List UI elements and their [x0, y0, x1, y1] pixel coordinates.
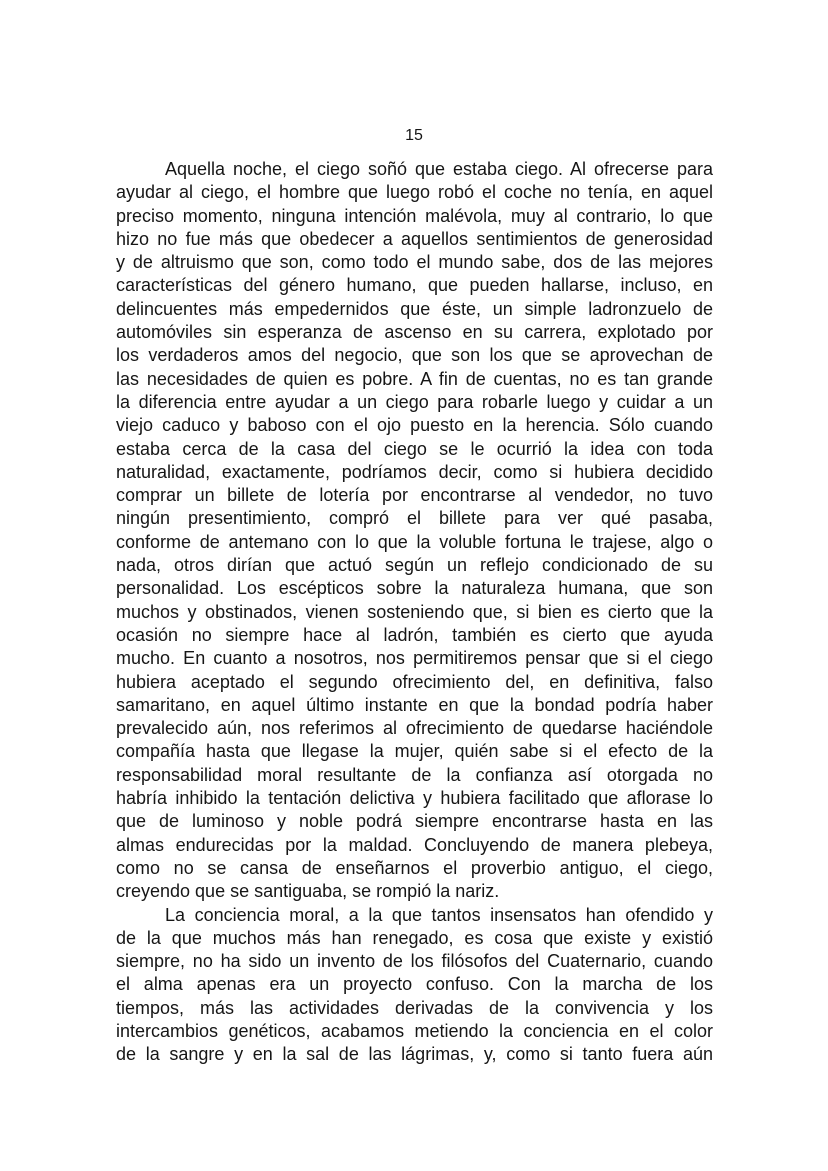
text-line: La conciencia moral, a la que tantos insensatos han ofendido y	[165, 904, 713, 925]
text-line: de la que muchos más han renegado, es cosa que existe y existió	[116, 927, 713, 948]
text-line: samaritano, en aquel último instante en que la bondad podría haber	[116, 694, 713, 715]
text-line: la diferencia entre ayudar a un ciego para robarle luego y cuidar a un	[116, 391, 713, 412]
text-line: el alma apenas era un proyecto confuso. Con la marcha de los	[116, 974, 713, 995]
text-line: tiempos, más las actividades derivadas de la convivencia y los	[116, 997, 713, 1018]
text-line: comprar un billete de lotería por encontrarse al vendedor, no tuvo	[116, 485, 713, 506]
text-line: almas endurecidas por la maldad. Concluyendo de manera plebeya,	[116, 834, 713, 855]
text-line: conforme de antemano con lo que la voluble fortuna le trajese, algo o	[116, 531, 713, 552]
text-line: los verdaderos amos del negocio, que son los que se aprovechan de	[116, 345, 713, 366]
text-line: automóviles sin esperanza de ascenso en su carrera, explotado por	[116, 322, 713, 343]
text-line: ningún presentimiento, compró el billete para ver qué pasaba,	[116, 508, 713, 529]
text-line: nada, otros dirían que actuó según un reflejo condicionado de su	[116, 555, 713, 576]
body-text	[116, 158, 713, 1067]
text-line: hubiera aceptado el segundo ofrecimiento del, en definitiva, falso	[116, 671, 713, 692]
paragraph	[116, 904, 713, 1067]
text-line: naturalidad, exactamente, podríamos decir, como si hubiera decidido	[116, 461, 713, 482]
text-line: estaba cerca de la casa del ciego se le ocurrió la idea con toda	[116, 438, 713, 459]
text-line: de la sangre y en la sal de las lágrimas, y, como si tanto fuera aún	[116, 1044, 713, 1065]
text-line: características del género humano, que pueden hallarse, incluso, en	[116, 275, 713, 296]
text-line: compañía hasta que llegase la mujer, quién sabe si el efecto de la	[116, 741, 713, 762]
paragraph	[116, 158, 713, 904]
text-line: ayudar al ciego, el hombre que luego robó el coche no tenía, en aquel	[116, 182, 713, 203]
text-line: que de luminoso y noble podrá siempre encontrarse hasta en las	[116, 811, 713, 832]
text-line: muchos y obstinados, vienen sosteniendo que, si bien es cierto que la	[116, 601, 713, 622]
text-line: delincuentes más empedernidos que éste, un simple ladronzuelo de	[116, 298, 713, 319]
text-line: habría inhibido la tentación delictiva y hubiera facilitado que aflorase lo	[116, 788, 713, 809]
text-line: responsabilidad moral resultante de la confianza así otorgada no	[116, 764, 713, 785]
page-number: 15	[405, 127, 423, 144]
text-line: Aquella noche, el ciego soñó que estaba ciego. Al ofrecerse para	[165, 159, 713, 179]
text-line: intercambios genéticos, acabamos metiendo la conciencia en el color	[116, 1020, 713, 1041]
text-line: como no se cansa de enseñarnos el proverbio antiguo, el ciego,	[116, 857, 713, 878]
text-line: ocasión no siempre hace al ladrón, también es cierto que ayuda	[116, 624, 713, 645]
text-line: personalidad. Los escépticos sobre la naturaleza humana, que son	[116, 578, 713, 599]
text-line: hizo no fue más que obedecer a aquellos sentimientos de generosidad	[116, 228, 713, 249]
text-line: preciso momento, ninguna intención malévola, muy al contrario, lo que	[116, 205, 713, 226]
text-line: viejo caduco y baboso con el ojo puesto en la herencia. Sólo cuando	[116, 415, 713, 436]
text-line: y de altruismo que son, como todo el mundo sabe, dos de las mejores	[116, 252, 713, 273]
text-line: creyendo que se santiguaba, se rompió la nariz.	[116, 881, 500, 902]
text-line: prevalecido aún, nos referimos al ofrecimiento de quedarse haciéndole	[116, 718, 713, 739]
text-line: siempre, no ha sido un invento de los filósofos del Cuaternario, cuando	[116, 951, 713, 972]
text-line: mucho. En cuanto a nosotros, nos permitiremos pensar que si el ciego	[116, 648, 713, 669]
text-line: las necesidades de quien es pobre. A fin de cuentas, no es tan grande	[116, 368, 713, 389]
